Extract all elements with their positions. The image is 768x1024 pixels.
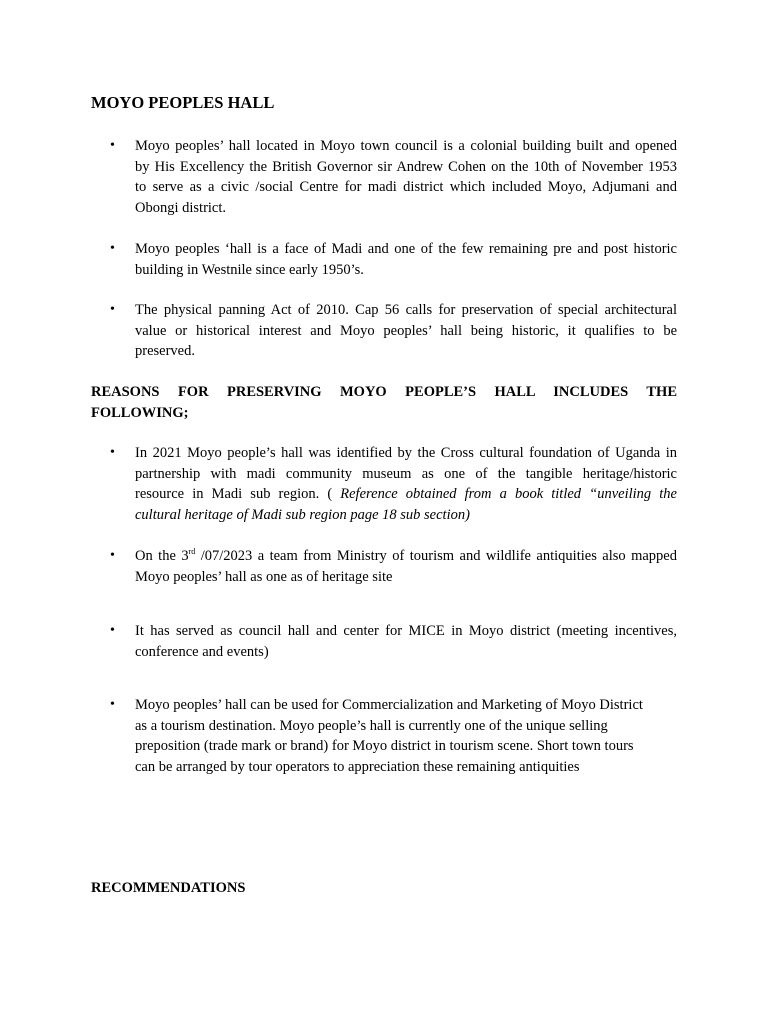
section-heading-recommendations: RECOMMENDATIONS bbox=[91, 880, 246, 896]
list-item-line bbox=[135, 546, 677, 567]
page-title: MOYO PEOPLES HALL bbox=[91, 93, 275, 112]
list-item-text: resource in Madi sub region. ( bbox=[135, 486, 341, 502]
list-item bbox=[110, 136, 677, 218]
list-item-line: In 2021 Moyo people’s hall was identified by the Cross cultural foundation of Uganda in bbox=[135, 445, 677, 461]
bullet-icon: • bbox=[110, 623, 115, 638]
list-item-line: value or historical interest and Moyo peoples’ hall being historic, it qualifies to be bbox=[135, 322, 677, 339]
list-item-line: by His Excellency the British Governor sir Andrew Cohen on the 10th of November 1953 bbox=[135, 158, 677, 175]
reference-note: Reference obtained from a book titled “unveiling the bbox=[340, 486, 677, 502]
list-item-line: Moyo peoples’ hall as one as of heritage site bbox=[135, 568, 393, 585]
list-item-line: conference and events) bbox=[135, 643, 269, 660]
section-heading-line: REASONS FOR PRESERVING MOYO PEOPLE’S HALL INCLUDES THE bbox=[91, 384, 677, 400]
list-item-line: Obongi district. bbox=[135, 199, 227, 216]
list-item-line: It has served as council hall and center for MICE in Moyo district (meeting incentives, bbox=[135, 623, 677, 639]
list-item-line: Moyo peoples ‘hall is a face of Madi and one of the few remaining pre and post historic bbox=[135, 241, 677, 257]
list-item bbox=[110, 621, 677, 662]
list-item bbox=[110, 239, 677, 280]
list-item-line: preserved. bbox=[135, 343, 195, 359]
section-heading-reasons bbox=[91, 382, 677, 423]
list-item-line: to serve as a civic /social Centre for madi district which included Moyo, Adjumani and bbox=[135, 179, 677, 195]
list-item-line: as a tourism destination. Moyo people’s hall is currently one of the unique selling bbox=[135, 717, 608, 734]
list-item bbox=[110, 546, 677, 587]
list-item bbox=[110, 443, 677, 525]
bullet-icon: • bbox=[110, 697, 115, 712]
list-item-line: The physical panning Act of 2010. Cap 56 calls for preservation of special architectural bbox=[135, 302, 677, 318]
list-item-line: Moyo peoples’ hall located in Moyo town council is a colonial building built and opened bbox=[135, 138, 677, 154]
list-item-line: can be arranged by tour operators to appreciation these remaining antiquities bbox=[135, 758, 580, 775]
reference-note: cultural heritage of Madi sub region page 18 sub section) bbox=[135, 506, 470, 523]
ordinal-superscript: rd bbox=[188, 547, 196, 557]
list-item-line bbox=[135, 484, 677, 505]
bullet-icon: • bbox=[110, 302, 115, 317]
list-item-line: building in Westnile since early 1950’s. bbox=[135, 261, 364, 278]
bullet-icon: • bbox=[110, 445, 115, 460]
section-heading-line: FOLLOWING; bbox=[91, 404, 189, 421]
list-item bbox=[110, 695, 677, 777]
list-item-line: partnership with madi community museum as one of the tangible heritage/historic bbox=[135, 465, 677, 482]
list-item-line: preposition (trade mark or brand) for Moyo district in tourism scene. Short town tours bbox=[135, 738, 634, 754]
bullet-icon: • bbox=[110, 548, 115, 563]
list-item-text: /07/2023 a team from Ministry of tourism and wildlife antiquities also mapped bbox=[195, 548, 677, 564]
bullet-icon: • bbox=[110, 138, 115, 153]
list-item-line bbox=[135, 505, 677, 526]
list-item bbox=[110, 300, 677, 362]
list-item-line: Moyo peoples’ hall can be used for Commercialization and Marketing of Moyo District bbox=[135, 697, 643, 713]
bullet-icon: • bbox=[110, 241, 115, 256]
list-item-text: On the 3 bbox=[135, 548, 189, 564]
